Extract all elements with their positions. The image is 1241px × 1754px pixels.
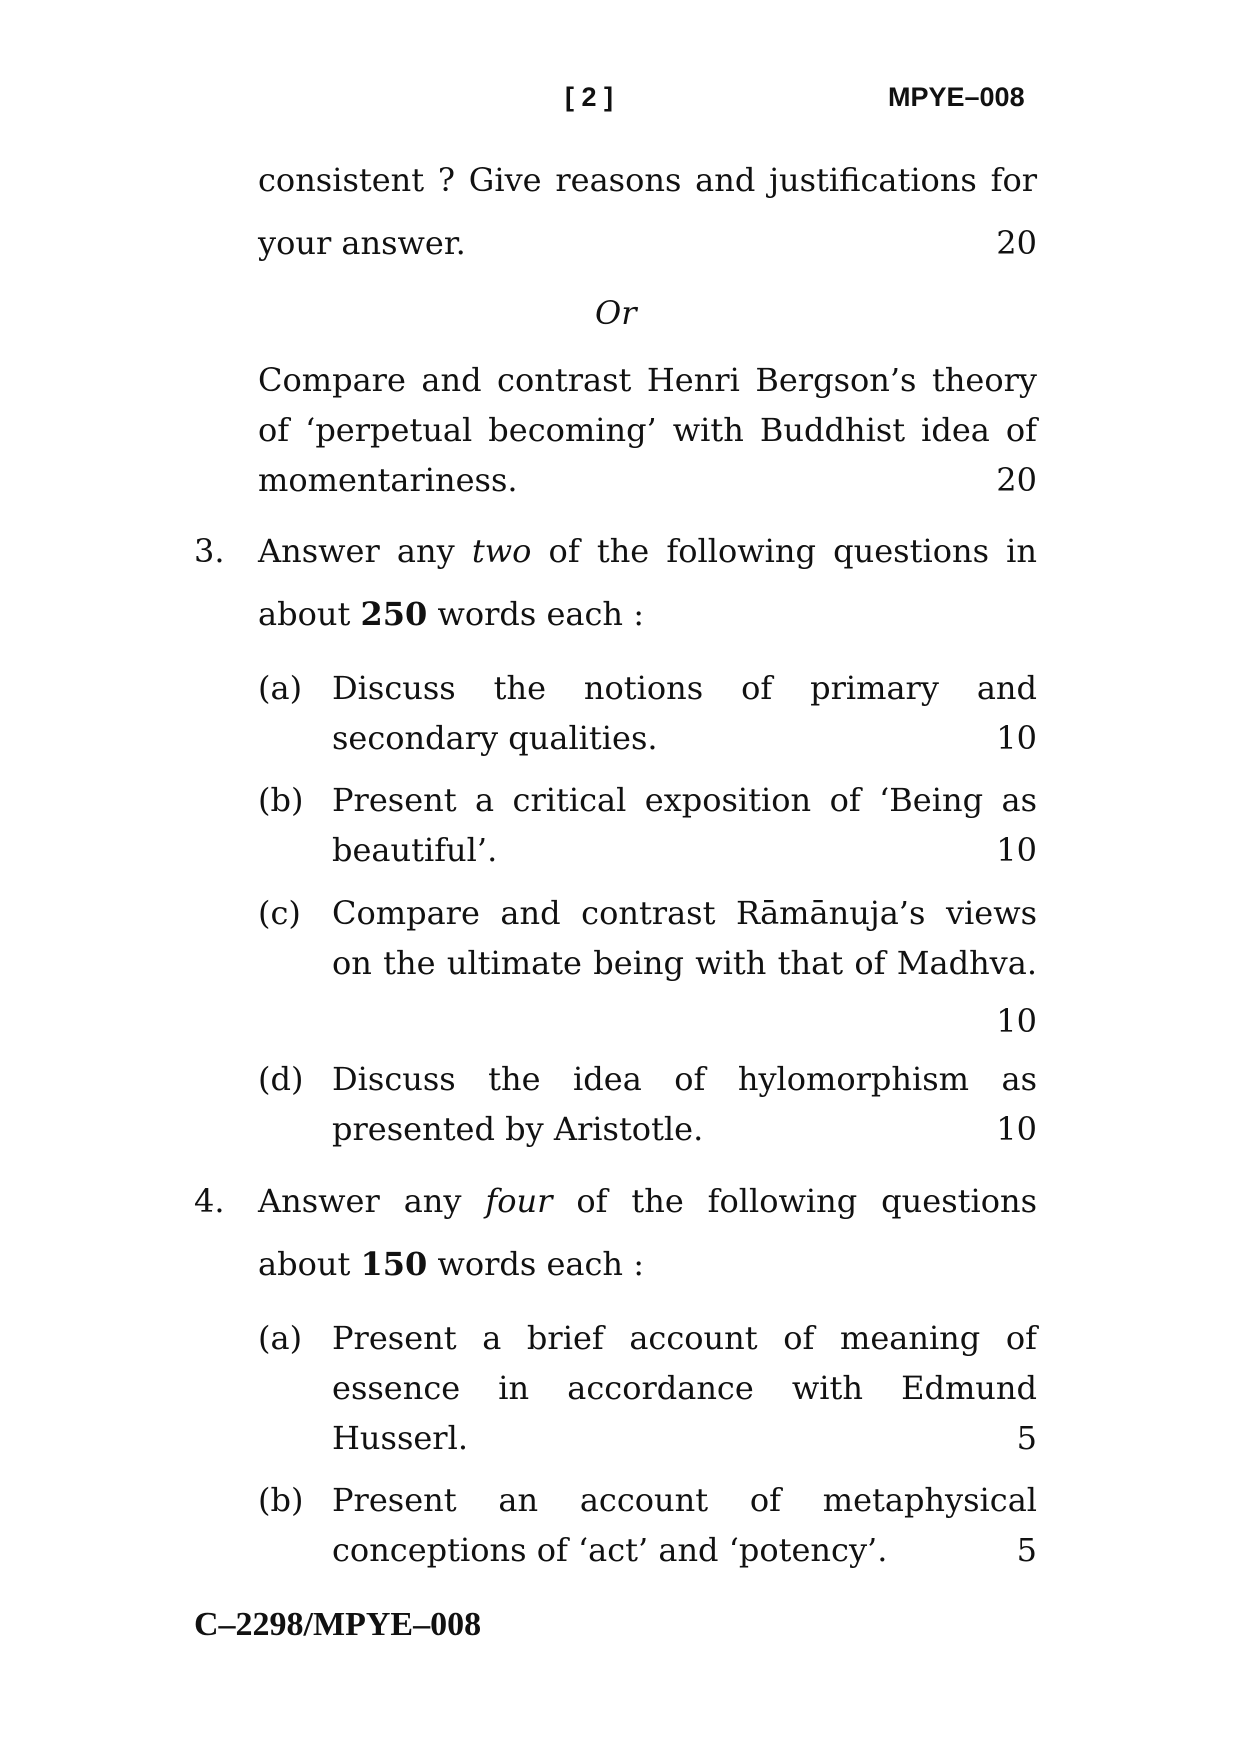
q4b-text xyxy=(332,1475,1037,1575)
q3b-marks: 10 xyxy=(996,831,1037,869)
q3d-label: (d) xyxy=(258,1060,304,1098)
q2-line-2 xyxy=(258,218,1037,268)
q3c-label: (c) xyxy=(258,894,301,932)
q3c-marks: 10 xyxy=(996,1002,1037,1040)
q3a-marks: 10 xyxy=(996,719,1037,757)
q3b-label: (b) xyxy=(258,781,304,819)
q3-line2-bold: 250 xyxy=(360,595,428,633)
q4a-text xyxy=(332,1313,1037,1463)
q3-instruction-line-2 xyxy=(258,589,644,639)
q4-instruction-line-2 xyxy=(258,1239,644,1289)
q4a-label: (a) xyxy=(258,1319,303,1357)
q4a-line-1: Present a brief account of meaning of xyxy=(332,1319,1037,1357)
q3a-text xyxy=(332,663,1037,763)
q4b-line-2 xyxy=(332,1525,1037,1575)
q4b-line-2-text: conceptions of ‘act’ and ‘potency’. xyxy=(332,1531,888,1569)
q4-number: 4. xyxy=(194,1182,225,1220)
q2-alt-marks: 20 xyxy=(996,461,1037,499)
q3-instruction-line-1 xyxy=(258,526,1037,576)
q4a-line-3-text: Husserl. xyxy=(332,1419,468,1457)
q4-instruction-line-1 xyxy=(258,1176,1037,1226)
q3a-label: (a) xyxy=(258,669,303,707)
q4-line2-pre: about xyxy=(258,1245,361,1283)
q3-line1-pre: Answer any xyxy=(258,532,472,570)
q3-line1-em: two xyxy=(471,532,532,570)
q4-line1-post: of the following questions xyxy=(552,1182,1037,1220)
q3d-line-2 xyxy=(332,1104,1037,1154)
q2-alternative xyxy=(258,355,1037,505)
q3b-line-1: Present a critical exposition of ‘Being as xyxy=(332,781,1037,819)
q3b-line-2-text: beautiful’. xyxy=(332,831,498,869)
q3d-marks: 10 xyxy=(996,1110,1037,1148)
q3c-line-2: on the ultimate being with that of Madhva. xyxy=(332,944,1037,982)
q4b-label: (b) xyxy=(258,1481,304,1519)
q2-alt-line-3 xyxy=(258,455,1037,505)
q2-alt-line-1: Compare and contrast Henri Bergson’s theory xyxy=(258,361,1037,399)
q4b-marks: 5 xyxy=(1016,1531,1037,1569)
page-number: [ 2 ] xyxy=(565,82,614,112)
q2-alt-line-2: of ‘perpetual becoming’ with Buddhist idea of xyxy=(258,411,1037,449)
q3-number: 3. xyxy=(194,532,225,570)
q4b-line-1: Present an account of metaphysical xyxy=(332,1481,1037,1519)
q2-line-2-text: your answer. xyxy=(258,224,466,262)
q3d-text xyxy=(332,1054,1037,1154)
q4a-line-2: essence in accordance with Edmund xyxy=(332,1369,1037,1407)
q3b-text xyxy=(332,775,1037,875)
q3-line2-pre: about xyxy=(258,595,361,633)
or-separator: Or xyxy=(595,294,637,332)
q3d-line-1: Discuss the idea of hylomorphism as xyxy=(332,1060,1037,1098)
q3c-text xyxy=(332,888,1037,1046)
q3-line2-post: words each : xyxy=(427,595,644,633)
q4-line2-post: words each : xyxy=(427,1245,644,1283)
q3-line1-post: of the following questions in xyxy=(531,532,1038,570)
q3a-line-2 xyxy=(332,713,1037,763)
q4-line2-bold: 150 xyxy=(360,1245,428,1283)
q4a-line-3 xyxy=(332,1413,1037,1463)
q4a-marks: 5 xyxy=(1016,1419,1037,1457)
q4-line1-pre: Answer any xyxy=(258,1182,486,1220)
q4-line1-em: four xyxy=(485,1182,553,1220)
q3d-line-2-text: presented by Aristotle. xyxy=(332,1110,704,1148)
q2-alt-line-3-text: momentariness. xyxy=(258,461,518,499)
q2-marks: 20 xyxy=(996,224,1037,262)
q3a-line-2-text: secondary qualities. xyxy=(332,719,658,757)
q3c-line-3 xyxy=(332,996,1037,1046)
q2-line-1: consistent ? Give reasons and justifications for xyxy=(258,161,1037,199)
q3a-line-1: Discuss the notions of primary and xyxy=(332,669,1037,707)
footer-code: C–2298/MPYE–008 xyxy=(194,1606,482,1643)
paper-code-header: MPYE–008 xyxy=(888,82,1025,112)
q3c-line-1: Compare and contrast Rāmānuja’s views xyxy=(332,894,1037,932)
q3b-line-2 xyxy=(332,825,1037,875)
